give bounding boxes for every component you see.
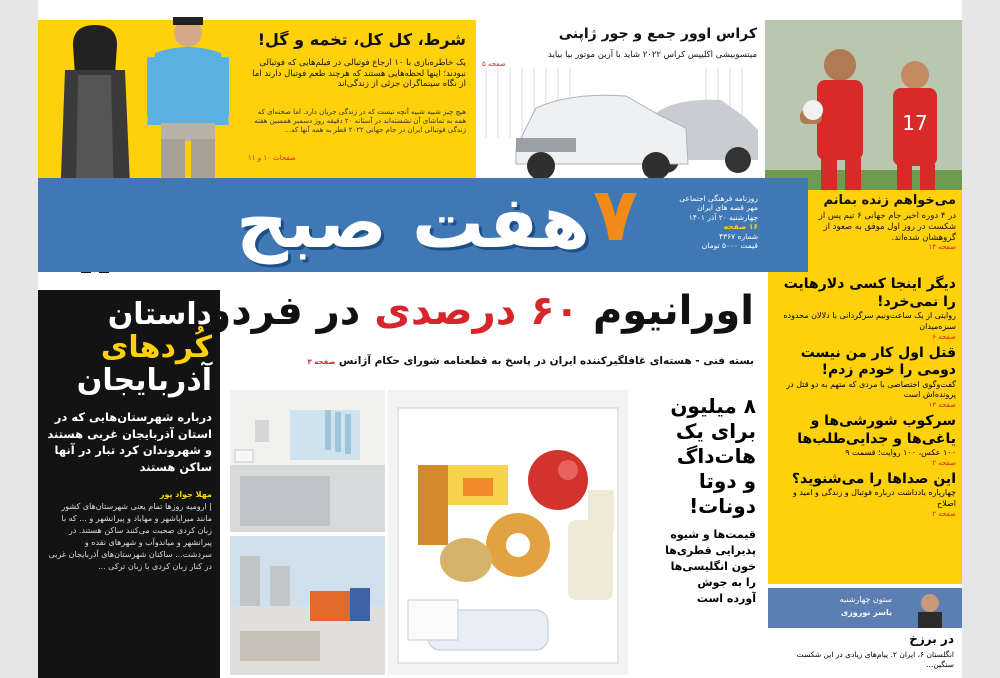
hotdog-story[interactable]	[632, 394, 756, 678]
film-football-body: یک خاطره‌بازی با ۱۰ ارجاع فوتبالی در فیلم‌هایی که فوتبالی نبودند؛ اینها لحظه‌هایی هستند که هرچند طعم فوتبال دارند اما از نگاه سینماگران جزئی از زندگی‌اند	[252, 58, 466, 90]
columnist-banner	[768, 588, 962, 628]
right-item-3-ref: صفحه ۲	[932, 510, 956, 519]
svg-text:17: 17	[902, 111, 928, 135]
kurds-body: | ارومیه روزها تمام یعنی شهرستان‌های کشور مانند میراپاشهر و مهاباد و پیرانشهر و ... که با زبان کردی صحبت می‌کنند ساکن هستند. در پیرانشهر و میاندوآب و شهرهای نقده و سردشت... ساکنان شهرستان‌های آذربایجان غربی در کنار زبان کردی با زبان ترکی ...	[48, 501, 212, 571]
logo-text: هفت صبح	[236, 180, 590, 264]
masthead-info	[640, 194, 758, 250]
right-item-1[interactable]	[774, 345, 956, 410]
hotdog-title-2: هات‌داگ	[676, 444, 756, 468]
kurds-author: مهلا جواد پور	[159, 489, 212, 499]
right-item-3[interactable]	[774, 471, 956, 518]
film-football-body2: هیچ چیز شبیه شبیه آنچه نیست که در زندگی جریان دارد. اما صحنه‌ای که همه به تماشای آن نشسته‌اند در آستانه ۲۰ دقیقه روز دسمبر همسین هفته زندگی فوتبالی ایران در جام جهانی ۲۰۲۲ قطر به همه آنها که...	[254, 108, 466, 134]
logo-number: ۷	[592, 172, 638, 258]
food-photo	[388, 390, 628, 675]
football-promo-title: می‌خواهم زنده بمانم	[823, 193, 956, 208]
headline-part-2: ۶۰ درصدی	[374, 288, 579, 334]
car-story-title: کراس اوور جمع و جور ژاپنی	[558, 26, 757, 42]
masthead-subline: مهر قصه های ایران	[697, 203, 758, 213]
right-item-1-title: قتل اول کار من نیست دومی را خودم زدم!	[800, 344, 956, 379]
hotdog-title-3: و دوتا	[698, 469, 756, 493]
columnist-box[interactable]	[768, 588, 962, 678]
column-label: ستون چهارشنبه	[839, 595, 892, 604]
main-headline[interactable]	[206, 286, 754, 346]
kurds-subtitle: درباره شهرستان‌هایی که در استان آذربایجان غربی هستند و شهروندان کرد تبار در آنها ساکن هستند	[47, 410, 212, 475]
right-item-0-body: روایتی از یک ساعت‌ونیم سرگردانی با دلالان محدوده سبزه‌میدان	[783, 311, 956, 331]
kurds-title-1: داستان	[107, 297, 212, 332]
car-story-body: میتسوبیشی اکلیپس کراس ۲۰۲۲ شاید با آرین موتور بیا بیاید	[548, 50, 757, 60]
right-item-3-title: این صداها را می‌شنوید؟	[791, 470, 956, 487]
columnist-name: یاسر نوروزی	[840, 608, 892, 617]
football-promo-body: در ۴ دوره اخیر جام جهانی ۶ تیم پس از شکست در روز اول موفق به صعود از گروهشان شده‌اند.	[818, 211, 956, 243]
right-item-3-body: چهارپاره یادداشت درباره فوتبال و زندگی و امید و اصلاح	[792, 488, 956, 509]
masthead-date: چهارشنبه ۲۰ آذر ۱۴۰۱	[688, 212, 758, 222]
hotdog-title-4: دونات!	[689, 494, 756, 518]
right-item-0-ref: صفحه ۶	[932, 332, 956, 341]
tent-photo	[230, 536, 385, 675]
headline-sub-text: بسته فنی - هسته‌ای غافلگیرکننده ایران در پاسخ به قطعنامه شورای حکام آژانس	[338, 355, 754, 367]
cars-illustration	[476, 68, 765, 178]
masthead-tagline: روزنامه فرهنگی اجتماعی	[679, 194, 758, 203]
car-story[interactable]	[476, 20, 765, 178]
right-item-2-ref: صفحه ۲	[932, 458, 956, 467]
hotdog-body-2: خون انگلیسی‌ها	[670, 559, 756, 573]
right-item-1-body: گفت‌وگوی اختصاصی با مردی که متهم به دو قتل در پرونده‌اش است	[786, 379, 956, 400]
football-promo-ref: صفحه ۱۴	[928, 243, 956, 252]
car-story-ref: صفحه ۵	[482, 60, 506, 68]
right-item-0-title: دیگر اینجا کسی دلارهایت را نمی‌خرد!	[783, 276, 956, 310]
right-item-2[interactable]	[774, 413, 956, 467]
room-photo	[230, 390, 385, 532]
kurds-title-2: کُردهای	[100, 330, 212, 365]
masthead-logo[interactable]	[218, 172, 638, 274]
column-bottom-body: انگلستان ۶، ایران ۲. پیام‌های زیادی در این شکست سنگین...	[796, 650, 954, 670]
hotdog-body-0: قیمت‌ها و شیوه	[670, 528, 756, 541]
right-item-0[interactable]	[774, 276, 956, 341]
right-item-2-body: ۱۰۰ عکس، ۱۰۰ روایت؛ قسمت ۹	[845, 448, 956, 458]
masthead-issue: شماره ۴۳۶۷	[719, 231, 758, 241]
columnist-avatar	[908, 588, 952, 628]
right-news-column	[768, 272, 962, 584]
newspaper-front-page	[38, 0, 962, 678]
kurds-title-3: آذربایجان	[76, 363, 212, 398]
headline-subtitle	[224, 355, 754, 368]
headline-part-1: اورانیوم	[592, 288, 754, 334]
film-football-title: شرط، کل کل، تخمه و گل!	[257, 30, 466, 49]
right-item-2-title: سرکوب شورشی‌ها و یاغی‌ها و جدایی‌طلب‌ها	[797, 413, 956, 447]
column-bottom-title: در برزخ	[909, 632, 954, 646]
hotdog-title-1: برای یک	[675, 419, 756, 443]
football-promo-box[interactable]	[808, 190, 962, 272]
hotdog-body-4: آورده است	[696, 591, 756, 605]
kurds-story[interactable]	[38, 290, 220, 678]
headline-part-3: در فردو	[206, 288, 361, 334]
headline-ref: صفحه ۳	[307, 358, 336, 366]
masthead-pages: ۱۶ صفحه	[723, 222, 758, 232]
hotdog-body-3: را به جوش	[697, 575, 756, 589]
film-football-ref: صفحات ۱۰ و ۱۱	[248, 154, 296, 162]
hotdog-title-0: ۸ میلیون	[670, 394, 756, 418]
masthead-price: قیمت ۵۰۰۰ تومان	[701, 240, 758, 250]
hotdog-body-1: پذیرایی قطری‌ها	[665, 543, 756, 557]
right-item-1-ref: صفحه ۱۳	[928, 401, 956, 410]
